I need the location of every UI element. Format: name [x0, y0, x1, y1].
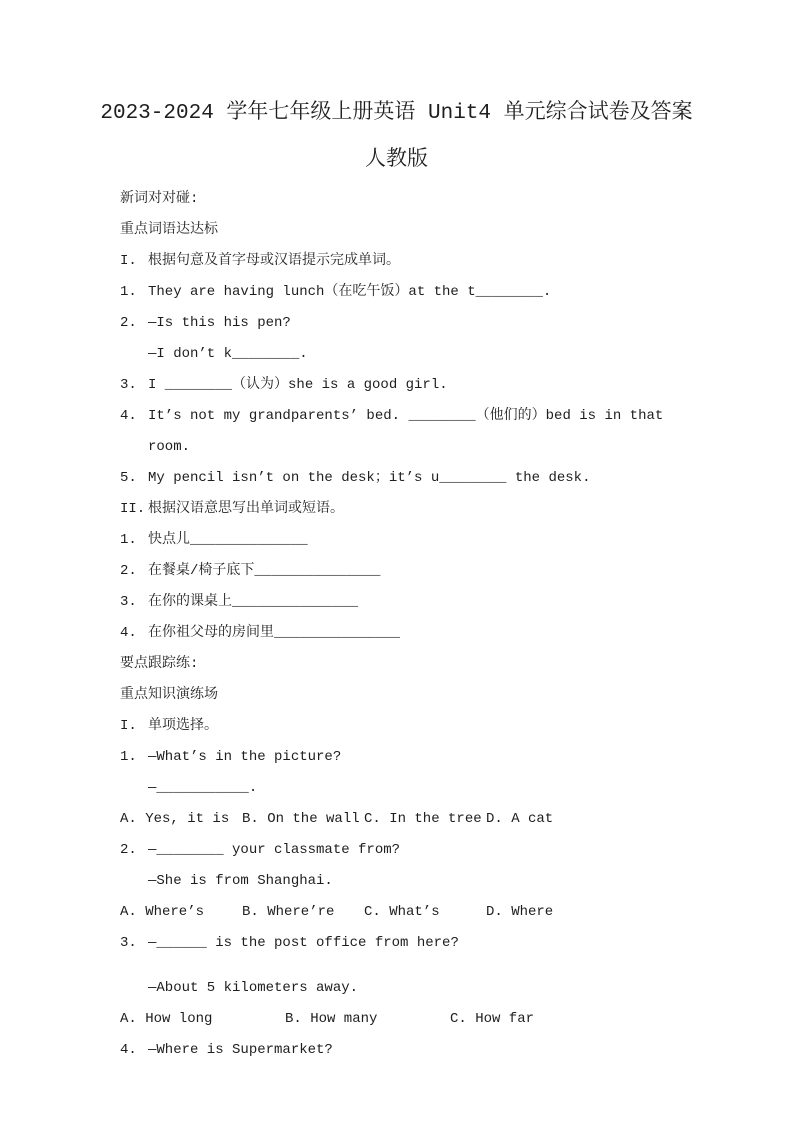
question-text: They are having lunch（在吃午饭）at the t________. — [148, 284, 552, 300]
question-text: —What’s in the picture? — [148, 749, 342, 765]
question-item — [120, 556, 697, 587]
question-item — [120, 401, 697, 463]
choice-option-c: C. How far — [450, 1011, 535, 1027]
choice-option-c: C. In the tree — [364, 811, 482, 827]
question-text: —Is this his pen? — [148, 315, 291, 331]
question-number: 3. — [120, 935, 137, 951]
question-text: 在你的课桌上_______________ — [148, 594, 359, 610]
section-number: I. — [120, 718, 137, 734]
section-heading-choice — [120, 711, 697, 742]
question-number: 1. — [120, 532, 137, 548]
question-text: —Where is Supermarket? — [148, 1042, 333, 1058]
choice-option-c: C. What’s — [364, 904, 440, 920]
choices-row — [120, 804, 697, 835]
section-title: 根据句意及首字母或汉语提示完成单词。 — [148, 253, 400, 269]
choices-row — [120, 1004, 697, 1035]
question-item — [120, 742, 697, 773]
choice-option-d: D. Where — [486, 904, 554, 920]
question-number: 2. — [120, 315, 137, 331]
document-body — [0, 184, 793, 1066]
question-text: I ________（认为）she is a good girl. — [148, 377, 448, 393]
question-item — [120, 835, 697, 866]
document-title: 2023-2024 学年七年级上册英语 Unit4 单元综合试卷及答案 — [100, 102, 693, 125]
question-text: 在你祖父母的房间里_______________ — [148, 625, 401, 641]
section-number: I. — [120, 253, 137, 269]
question-text: My pencil isn’t on the desk；it’s u________ the desk. — [148, 470, 591, 486]
question-item — [120, 928, 697, 959]
question-number: 1. — [120, 749, 137, 765]
question-number: 1. — [120, 284, 137, 300]
section-title: 根据汉语意思写出单词或短语。 — [148, 501, 344, 517]
choice-option-a: A. Where’s — [120, 904, 205, 920]
intro-subheader: 重点词语达达标 — [120, 222, 218, 238]
question-number: 3. — [120, 377, 137, 393]
question-number: 5. — [120, 470, 137, 486]
question-text: 在餐桌/椅子底下_______________ — [148, 563, 381, 579]
section-number: II. — [120, 501, 146, 517]
practice-subheader: 重点知识演练场 — [120, 687, 218, 703]
question-item — [120, 587, 697, 618]
choice-option-a: A. Yes, it is — [120, 811, 230, 827]
intro-header: 新词对对碰: — [120, 191, 199, 207]
question-number: 4. — [120, 1042, 137, 1058]
question-number: 4. — [120, 408, 137, 424]
practice-header: 要点跟踪练: — [120, 656, 199, 672]
choice-option-b: B. On the wall — [242, 811, 360, 827]
question-text: 快点儿______________ — [148, 532, 308, 548]
question-item — [120, 370, 697, 401]
question-text: —______ is the post office from here? — [148, 935, 459, 951]
choice-option-b: B. How many — [285, 1011, 378, 1027]
answer-blank-line: —___________. — [148, 780, 258, 796]
question-number: 4. — [120, 625, 137, 641]
question-continuation: —I don’t k________. — [148, 346, 308, 362]
choices-row — [120, 897, 697, 928]
question-item — [120, 308, 697, 339]
question-continuation: —About 5 kilometers away. — [148, 980, 359, 996]
question-continuation: —She is from Shanghai. — [148, 873, 333, 889]
question-item — [120, 1035, 697, 1066]
section-heading-part2 — [120, 494, 697, 525]
question-text: It’s not my grandparents’ bed. ________（他们的）bed is in that room. — [148, 408, 672, 455]
section-title: 单项选择。 — [148, 718, 218, 734]
question-item — [120, 277, 697, 308]
question-number: 2. — [120, 842, 137, 858]
question-number: 2. — [120, 563, 137, 579]
question-item — [120, 463, 697, 494]
question-text: —________ your classmate from? — [148, 842, 401, 858]
choice-option-a: A. How long — [120, 1011, 213, 1027]
document-title-block — [0, 0, 793, 184]
question-number: 3. — [120, 594, 137, 610]
choice-option-b: B. Where’re — [242, 904, 335, 920]
question-item — [120, 618, 697, 649]
choice-option-d: D. A cat — [486, 811, 554, 827]
question-item — [120, 525, 697, 556]
document-subtitle: 人教版 — [365, 149, 428, 172]
section-heading-part1 — [120, 246, 697, 277]
